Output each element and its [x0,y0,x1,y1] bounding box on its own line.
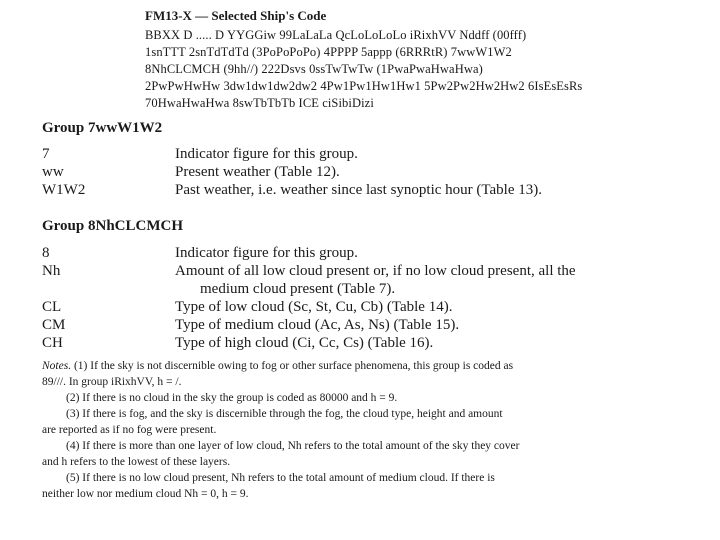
code-line-1: BBXX D ..... D YYGGiw 99LaLaLa QcLoLoLoLo iRixhVV Nddff (00fff) [145,28,527,42]
group8-symbol-4: CM [42,317,66,333]
group8-text-3: Type of low cloud (Sc, St, Cu, Cb) (Table 14). [175,299,453,315]
note-5-cont: neither low nor medium cloud Nh = 0, h = 9. [42,488,249,500]
code-line-4: 2PwPwHwHw 3dw1dw1dw2dw2 4Pw1Pw1Hw1Hw1 5Pw2Pw2Hw2Hw2 6IsEsEsRs [145,79,583,93]
note-3-cont: are reported as if no fog were present. [42,424,217,436]
group7-symbol-2: ww [42,164,64,180]
group8-symbol-2: Nh [42,263,61,279]
group7-text-1: Indicator figure for this group. [175,146,358,162]
note-4: (4) If there is more than one layer of low cloud, Nh refers to the total amount of the sky they cover [66,440,520,452]
group8-text-2-cont: medium cloud present (Table 7). [200,281,396,297]
group8-text-1: Indicator figure for this group. [175,245,358,261]
note-4-cont: and h refers to the lowest of these layers. [42,456,231,468]
code-line-3: 8NhCLCMCH (9hh//) 222Dsvs 0ssTwTwTw (1PwaPwaHwaHwa) [145,62,483,76]
group8-heading: Group 8NhCLCMCH [42,218,183,234]
group7-text-3: Past weather, i.e. weather since last synoptic hour (Table 13). [175,182,542,198]
notes-label: Notes. [42,360,72,372]
note-1-cont: 89///. In group iRixhVV, h = /. [42,376,182,388]
group8-symbol-3: CL [42,299,62,315]
group7-heading: Group 7wwW1W2 [42,120,163,136]
note-5: (5) If there is no low cloud present, Nh refers to the total amount of medium cloud. If there is [66,472,495,484]
note-3: (3) If there is fog, and the sky is discernible through the fog, the cloud type, height and amount [66,408,503,420]
group8-text-4: Type of medium cloud (Ac, As, Ns) (Table 15). [175,317,460,333]
code-line-2: 1snTTT 2snTdTdTd (3PoPoPoPo) 4PPPP 5appp (6RRRtR) 7wwW1W2 [145,45,512,59]
code-title: FM13-X — Selected Ship's Code [145,8,327,23]
group7-text-2: Present weather (Table 12). [175,164,340,180]
group8-symbol-1: 8 [42,245,50,261]
group7-symbol-3: W1W2 [42,182,86,198]
group8-text-5: Type of high cloud (Ci, Cc, Cs) (Table 16). [175,335,434,351]
note-1-text: (1) If the sky is not discernible owing to fog or other surface phenomena, this group is coded as [73,360,514,372]
notes-line-1 [42,360,513,372]
group8-text-2: Amount of all low cloud present or, if no low cloud present, all the [175,263,576,279]
code-line-5: 70HwaHwaHwa 8swTbTbTb ICE ciSibiDizi [145,96,374,110]
group8-symbol-5: CH [42,335,63,351]
note-2: (2) If there is no cloud in the sky the group is coded as 80000 and h = 9. [66,392,398,404]
group7-symbol-1: 7 [42,146,50,162]
